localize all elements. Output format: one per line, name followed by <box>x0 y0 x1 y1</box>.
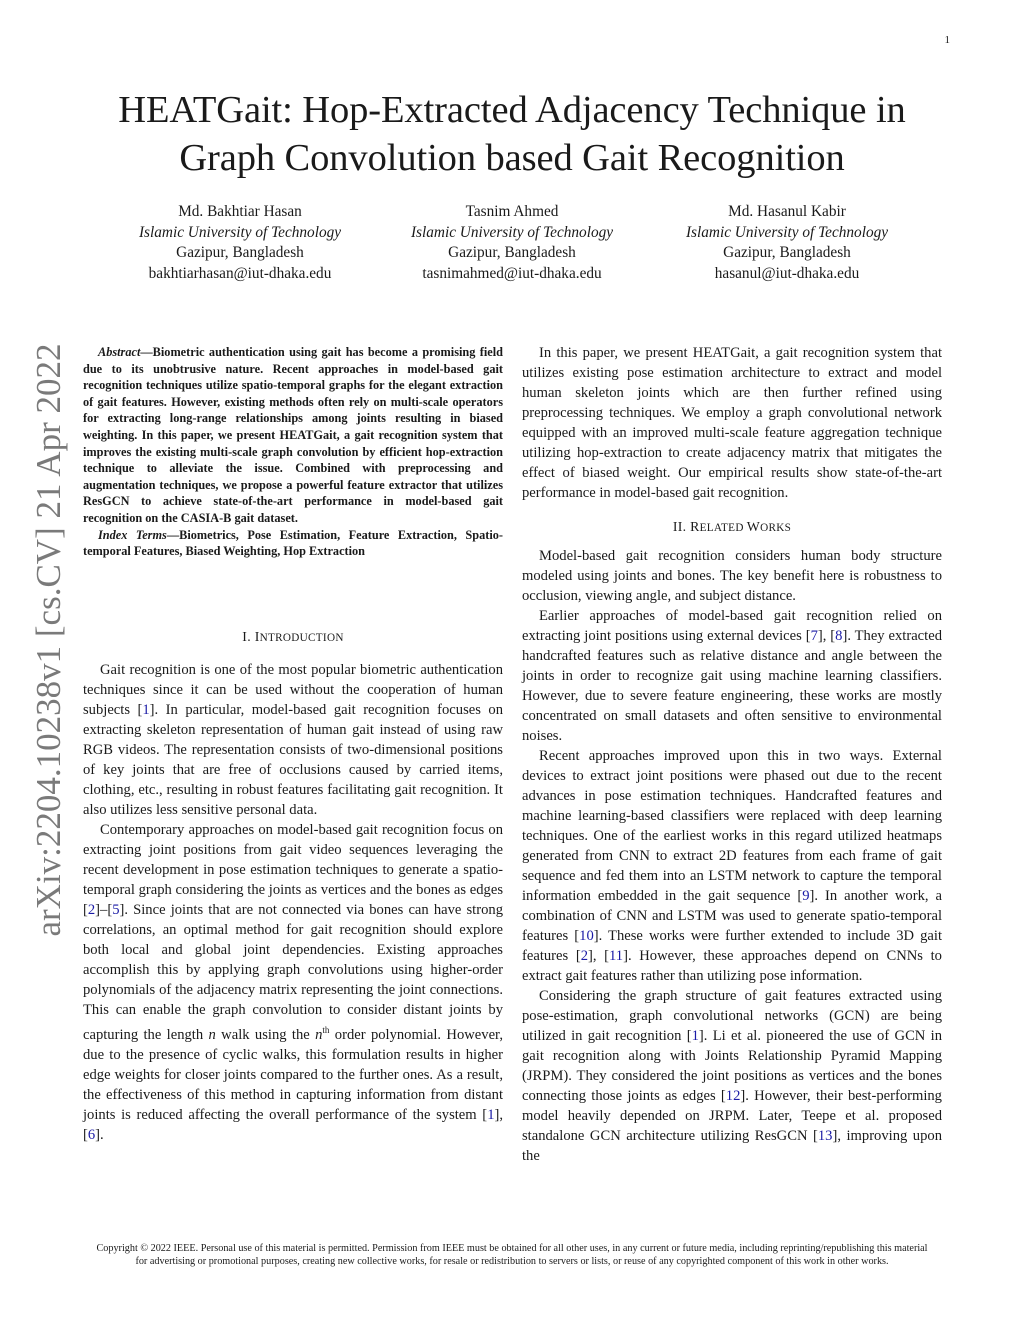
author-name: Tasnim Ahmed <box>465 203 559 220</box>
title-line-2: Graph Convolution based Gait Recognition <box>179 137 845 179</box>
citation-link[interactable]: 5 <box>112 902 120 918</box>
author-email: tasnimahmed@iut-dhaka.edu <box>422 264 602 282</box>
author-name: Md. Bakhtiar Hasan <box>178 203 302 220</box>
related-paragraph-3: Recent approaches improved upon this in two ways. External devices to extract joint positions were phased out due to the recent advances in pose estimation techniques. Handcrafted features and machine learning-based classifiers were replaced with deep learning techniques. One of the earliest works in this regard utilized heatmaps generated from CNN to extract 2D features from each frame of gait sequence and fed them into an LSTM network to capture the temporal information embedded in the gait sequence [9]. In another work, a combination of CNN and LSTM was used to generate spatio-temporal features [10]. These works were further extended to include 3D gait features [2], [11]. However, these approaches depend on CNNs to extract gait features rather than utilizing pose information. <box>522 748 943 984</box>
section-heading-introduction: I. INTRODUCTION <box>242 629 344 644</box>
author-affiliation: Islamic University of Technology <box>685 223 889 241</box>
copyright-footer: Copyright © 2022 IEEE. Personal use of this material is permitted. Permission from IEEE must be obtained for all other uses, in any current or future media, including reprinting/republishing this material for advertising or promotional purposes, creating new collective works, for resale or redistribution to servers or lists, or reuse of any copyrighted component of this work in other works. <box>96 1243 928 1267</box>
arxiv-watermark: arXiv:2204.10238v1 [cs.CV] 21 Apr 2022 <box>29 343 68 937</box>
author-block-3 <box>657 202 917 284</box>
author-location: Gazipur, Bangladesh <box>723 244 851 261</box>
intro-paragraph-2: Contemporary approaches on model-based gait recognition focus on extracting joint positions from gait video sequences leveraging the recent development in pose estimation techniques to generate a spatio-temporal graph considering the joints as vertices and the bones as edges [2]–[5]. Since joints that are not connected via bones can have strong correlations, an optimal method for gait recognition should explore both local and global joint dependencies. Existing approaches accomplish this by applying graph convolutions using higher-order polynomials of the adjacency matrix representing the joint connections. This can enable the graph convolution to consider distant joints by capturing the length n walk using the $n^{th}$ order polynomial. However, due to the presence of cyclic walks, this formulation results in higher edge weights for closer joints compared to the further ones. As a result, the effectiveness of this method in capturing information from distant joints is reduced affecting the overall performance of the system [1], [6]. <box>83 822 503 1143</box>
citation-link[interactable]: 1 <box>691 1028 699 1044</box>
citation-link[interactable]: 1 <box>142 702 150 718</box>
right-column <box>522 343 942 1166</box>
intro-paragraph-1: Gait recognition is one of the most popular biometric authentication techniques since it can be used without the cooperation of human subjects [1]. In particular, model-based gait recognition focuses on extracting skeleton representation of human gait instead of using raw RGB videos. The representation consists of two-dimensional positions of key joints that are free of occlusions caused by carried items, clothing, etc., resulting in robust features facilitating gait recognition. It also utilizes less sensitive personal data. <box>83 662 504 818</box>
intro-paragraph-3: In this paper, we present HEATGait, a gait recognition system that utilizes existing pose estimation architecture to extract and model human skeleton joints which are then further refined using preprocessing techniques. We employ a graph convolutional network equipped with an improved multi-scale feature aggregation technique utilizing hop-extraction to create adjacency matrix that mitigates the effect of biased weight. Our empirical results show state-of-the-art performance in model-based gait recognition. <box>522 345 942 501</box>
author-location: Gazipur, Bangladesh <box>176 244 304 261</box>
abstract <box>83 344 503 560</box>
citation-link[interactable]: 2 <box>87 902 96 918</box>
citation-link[interactable]: 8 <box>835 628 843 644</box>
related-paragraph-2: Earlier approaches of model-based gait recognition relied on extracting joint positions using external devices [7], [8]. They extracted handcrafted features such as relative distance and angle between the joints in order to recognize gait using machine learning classifiers. However, due to severe feature engineering, these works are mostly concentrated on small datasets and often sensitive to environmental noises. <box>522 608 942 744</box>
paper-title <box>60 86 964 182</box>
citation-link[interactable]: 11 <box>609 948 624 964</box>
citation-link[interactable]: 6 <box>87 1126 96 1143</box>
introduction-section <box>83 627 503 1145</box>
citation-link[interactable]: 2 <box>580 948 588 964</box>
citation-link[interactable]: 9 <box>802 888 810 904</box>
abstract-label: Abstract <box>98 345 141 359</box>
author-block-1 <box>110 202 370 284</box>
author-affiliation: Islamic University of Technology <box>410 223 614 241</box>
abstract-text: —Biometric authentication using gait has become a promising field due to its unobtrusive nature. Recent approaches in model-based gait recognition techniques utilize spatio-temporal graphs for the elegant extraction of gait features. However, existing methods often rely on multi-scale operators for extracting long-range relationships among joints resulting in biased weighting. In this paper, we present HEATGait, a gait recognition system that improves the existing multi-scale graph convolution by efficient hop-extraction technique to alleviate the issue. Combined with preprocessing and augmentation techniques, we propose a powerful feature extractor that utilizes ResGCN to achieve state-of-the-art performance in model-based gait recognition on the CASIA-B gait dataset. <box>83 345 503 525</box>
page-number: 1 <box>944 34 950 46</box>
index-terms-label: Index Terms <box>98 527 167 542</box>
author-name: Md. Hasanul Kabir <box>728 203 846 220</box>
author-email: bakhtiarhasan@iut-dhaka.edu <box>148 264 332 282</box>
author-affiliation: Islamic University of Technology <box>138 223 342 241</box>
citation-link[interactable]: 7 <box>810 628 818 644</box>
author-email: hasanul@iut-dhaka.edu <box>714 264 860 282</box>
citation-link[interactable]: 12 <box>725 1088 741 1104</box>
citation-link[interactable]: 1 <box>487 1106 495 1123</box>
author-location: Gazipur, Bangladesh <box>448 244 576 261</box>
author-block-2 <box>382 202 642 284</box>
section-heading-related-works: II. RELATED WORKS <box>672 519 792 534</box>
citation-link[interactable]: 10 <box>579 928 594 944</box>
citation-link[interactable]: 13 <box>817 1128 833 1144</box>
related-paragraph-1: Model-based gait recognition considers human body structure modeled using joints and bones. The key benefit here is robustness to occlusion, viewing angle, and subject distance. <box>522 548 942 604</box>
related-paragraph-4: Considering the graph structure of gait features extracted using pose-estimation, graph convolutional networks (GCN) are being utilized in gait recognition [1]. Li et al. pioneered the use of GCN in gait recognition along with Joints Relationship Pyramid Mapping (JRPM). They considered the joint positions as vertices and the bones connecting those joints as edges [12]. However, their best-performing model heavily depended on JRPM. Later, Teepe et al. proposed standalone GCN architecture utilizing ResGCN [13], improving upon the <box>522 988 942 1164</box>
index-terms-text: —Biometrics, Pose Estimation, Feature Extraction, Spatio-temporal Features, Biased Weighting, Hop Extraction <box>83 527 503 559</box>
title-line-1: HEATGait: Hop-Extracted Adjacency Technique in <box>118 89 906 131</box>
